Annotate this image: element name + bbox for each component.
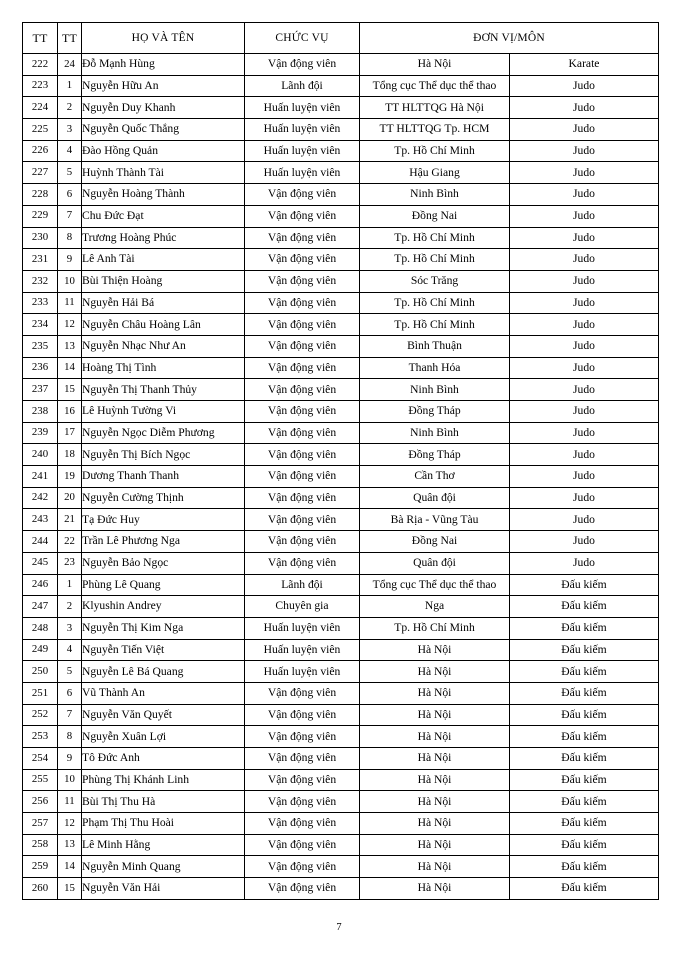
cell-role: Vận động viên (245, 184, 360, 206)
cell-name: Nguyễn Châu Hoàng Lân (82, 314, 245, 336)
cell-tt-global: 228 (23, 184, 58, 206)
cell-name: Đào Hồng Quản (82, 140, 245, 162)
column-header-tt-local: TT (58, 23, 82, 54)
table-row (23, 270, 659, 292)
cell-tt-local: 19 (58, 466, 82, 488)
cell-tt-local: 4 (58, 639, 82, 661)
cell-role: Vận động viên (245, 401, 360, 423)
cell-name: Nguyễn Thị Thanh Thủy (82, 379, 245, 401)
cell-name: Nguyễn Nhạc Như An (82, 335, 245, 357)
column-header-unit-sport: ĐƠN VỊ/MÔN (360, 23, 659, 54)
cell-role: Huấn luyện viên (245, 119, 360, 141)
cell-sport: Judo (510, 401, 659, 423)
cell-tt-local: 15 (58, 379, 82, 401)
table-row (23, 422, 659, 444)
cell-tt-global: 235 (23, 335, 58, 357)
cell-tt-global: 260 (23, 878, 58, 900)
cell-role: Vận động viên (245, 813, 360, 835)
cell-unit: Đồng Tháp (360, 401, 510, 423)
cell-tt-global: 255 (23, 769, 58, 791)
cell-sport: Đấu kiếm (510, 661, 659, 683)
table-row (23, 140, 659, 162)
cell-tt-local: 7 (58, 704, 82, 726)
cell-role: Vận động viên (245, 704, 360, 726)
table-row (23, 531, 659, 553)
cell-tt-local: 5 (58, 661, 82, 683)
page-number: 7 (336, 922, 342, 933)
table-row (23, 314, 659, 336)
cell-tt-local: 15 (58, 878, 82, 900)
cell-tt-local: 9 (58, 249, 82, 271)
cell-tt-local: 6 (58, 184, 82, 206)
table-row (23, 54, 659, 76)
table-row (23, 292, 659, 314)
cell-sport: Judo (510, 314, 659, 336)
cell-tt-global: 247 (23, 596, 58, 618)
cell-role: Huấn luyện viên (245, 97, 360, 119)
cell-unit: Ninh Bình (360, 184, 510, 206)
cell-tt-global: 224 (23, 97, 58, 119)
cell-tt-global: 246 (23, 574, 58, 596)
cell-role: Vận động viên (245, 791, 360, 813)
cell-name: Chu Đức Đạt (82, 205, 245, 227)
cell-role: Vận động viên (245, 769, 360, 791)
cell-tt-global: 243 (23, 509, 58, 531)
cell-unit: Hà Nội (360, 856, 510, 878)
table-row (23, 357, 659, 379)
cell-tt-local: 2 (58, 97, 82, 119)
cell-role: Vận động viên (245, 552, 360, 574)
cell-tt-local: 14 (58, 357, 82, 379)
cell-unit: Hà Nội (360, 682, 510, 704)
cell-role: Huấn luyện viên (245, 661, 360, 683)
cell-role: Vận động viên (245, 748, 360, 770)
cell-unit: TT HLTTQG Hà Nội (360, 97, 510, 119)
cell-unit: Đồng Nai (360, 531, 510, 553)
cell-unit: Nga (360, 596, 510, 618)
cell-name: Hoàng Thị Tình (82, 357, 245, 379)
cell-role: Vận động viên (245, 466, 360, 488)
cell-role: Vận động viên (245, 249, 360, 271)
cell-tt-global: 229 (23, 205, 58, 227)
table-row (23, 682, 659, 704)
cell-sport: Judo (510, 97, 659, 119)
cell-name: Nguyễn Tiến Việt (82, 639, 245, 661)
cell-name: Nguyễn Bảo Ngọc (82, 552, 245, 574)
cell-unit: Hà Nội (360, 834, 510, 856)
cell-sport: Judo (510, 292, 659, 314)
cell-sport: Judo (510, 249, 659, 271)
table-row (23, 596, 659, 618)
cell-tt-local: 12 (58, 314, 82, 336)
cell-unit: Tp. Hồ Chí Minh (360, 617, 510, 639)
cell-tt-local: 10 (58, 769, 82, 791)
cell-role: Vận động viên (245, 422, 360, 444)
cell-sport: Đấu kiếm (510, 574, 659, 596)
cell-unit: Hậu Giang (360, 162, 510, 184)
cell-name: Nguyễn Cường Thịnh (82, 487, 245, 509)
cell-tt-local: 21 (58, 509, 82, 531)
cell-unit: TT HLTTQG Tp. HCM (360, 119, 510, 141)
cell-sport: Judo (510, 75, 659, 97)
table-row (23, 552, 659, 574)
cell-unit: Bình Thuận (360, 335, 510, 357)
cell-unit: Bà Rịa - Vũng Tàu (360, 509, 510, 531)
cell-role: Vận động viên (245, 227, 360, 249)
cell-tt-global: 244 (23, 531, 58, 553)
cell-tt-local: 24 (58, 54, 82, 76)
cell-sport: Đấu kiếm (510, 878, 659, 900)
cell-name: Lê Anh Tài (82, 249, 245, 271)
cell-name: Huỳnh Thành Tài (82, 162, 245, 184)
cell-role: Chuyên gia (245, 596, 360, 618)
cell-tt-global: 251 (23, 682, 58, 704)
cell-tt-global: 245 (23, 552, 58, 574)
cell-sport: Judo (510, 444, 659, 466)
table-row (23, 748, 659, 770)
cell-name: Nguyễn Hải Bá (82, 292, 245, 314)
cell-tt-local: 23 (58, 552, 82, 574)
cell-unit: Hà Nội (360, 704, 510, 726)
cell-sport: Judo (510, 335, 659, 357)
header-row (23, 23, 659, 54)
cell-name: Nguyễn Quốc Thắng (82, 119, 245, 141)
cell-name: Tạ Đức Huy (82, 509, 245, 531)
cell-tt-global: 240 (23, 444, 58, 466)
cell-role: Huấn luyện viên (245, 162, 360, 184)
cell-tt-global: 257 (23, 813, 58, 835)
table-row (23, 97, 659, 119)
cell-role: Vận động viên (245, 856, 360, 878)
cell-role: Huấn luyện viên (245, 639, 360, 661)
cell-role: Huấn luyện viên (245, 617, 360, 639)
cell-tt-local: 14 (58, 856, 82, 878)
cell-tt-global: 239 (23, 422, 58, 444)
cell-unit: Đồng Nai (360, 205, 510, 227)
cell-name: Nguyễn Duy Khanh (82, 97, 245, 119)
cell-tt-global: 223 (23, 75, 58, 97)
cell-unit: Quân đội (360, 552, 510, 574)
cell-role: Vận động viên (245, 878, 360, 900)
cell-sport: Judo (510, 205, 659, 227)
table-row (23, 379, 659, 401)
cell-tt-local: 12 (58, 813, 82, 835)
cell-name: Bùi Thị Thu Hà (82, 791, 245, 813)
cell-unit: Tp. Hồ Chí Minh (360, 227, 510, 249)
cell-unit: Tp. Hồ Chí Minh (360, 249, 510, 271)
cell-unit: Tp. Hồ Chí Minh (360, 292, 510, 314)
table-row (23, 509, 659, 531)
cell-tt-global: 252 (23, 704, 58, 726)
cell-role: Lãnh đội (245, 75, 360, 97)
cell-role: Vận động viên (245, 726, 360, 748)
cell-name: Nguyễn Lê Bá Quang (82, 661, 245, 683)
cell-sport: Judo (510, 552, 659, 574)
cell-tt-local: 11 (58, 292, 82, 314)
table-row (23, 487, 659, 509)
cell-sport: Đấu kiếm (510, 682, 659, 704)
table-row (23, 75, 659, 97)
table-row (23, 119, 659, 141)
cell-sport: Judo (510, 466, 659, 488)
cell-unit: Tp. Hồ Chí Minh (360, 314, 510, 336)
cell-tt-global: 241 (23, 466, 58, 488)
table-row (23, 227, 659, 249)
table-header (23, 23, 659, 54)
cell-sport: Judo (510, 531, 659, 553)
cell-tt-global: 226 (23, 140, 58, 162)
cell-tt-local: 1 (58, 75, 82, 97)
cell-tt-local: 8 (58, 726, 82, 748)
cell-tt-global: 254 (23, 748, 58, 770)
cell-sport: Đấu kiếm (510, 617, 659, 639)
cell-tt-global: 236 (23, 357, 58, 379)
cell-sport: Judo (510, 270, 659, 292)
table-row (23, 444, 659, 466)
table-row (23, 791, 659, 813)
cell-sport: Đấu kiếm (510, 856, 659, 878)
cell-name: Phùng Lê Quang (82, 574, 245, 596)
cell-role: Vận động viên (245, 205, 360, 227)
cell-name: Nguyễn Thị Bích Ngọc (82, 444, 245, 466)
cell-name: Nguyễn Xuân Lợi (82, 726, 245, 748)
cell-tt-local: 13 (58, 335, 82, 357)
cell-role: Vận động viên (245, 379, 360, 401)
cell-sport: Đấu kiếm (510, 596, 659, 618)
table-row (23, 205, 659, 227)
table-row (23, 704, 659, 726)
cell-tt-global: 234 (23, 314, 58, 336)
cell-sport: Judo (510, 422, 659, 444)
table-row (23, 466, 659, 488)
cell-sport: Đấu kiếm (510, 834, 659, 856)
roster-table (22, 22, 659, 900)
cell-role: Vận động viên (245, 54, 360, 76)
cell-role: Vận động viên (245, 292, 360, 314)
cell-role: Vận động viên (245, 335, 360, 357)
cell-name: Nguyễn Văn Hải (82, 878, 245, 900)
cell-unit: Hà Nội (360, 769, 510, 791)
cell-name: Nguyễn Hoàng Thành (82, 184, 245, 206)
cell-sport: Judo (510, 379, 659, 401)
table-row (23, 639, 659, 661)
cell-unit: Tổng cục Thể dục thể thao (360, 574, 510, 596)
cell-sport: Đấu kiếm (510, 639, 659, 661)
cell-tt-global: 232 (23, 270, 58, 292)
cell-unit: Hà Nội (360, 748, 510, 770)
cell-sport: Đấu kiếm (510, 791, 659, 813)
table-row (23, 184, 659, 206)
cell-unit: Tổng cục Thể dục thể thao (360, 75, 510, 97)
cell-unit: Sóc Trăng (360, 270, 510, 292)
cell-tt-local: 9 (58, 748, 82, 770)
table-row (23, 401, 659, 423)
cell-tt-global: 253 (23, 726, 58, 748)
cell-name: Nguyễn Hữu An (82, 75, 245, 97)
cell-name: Nguyễn Ngọc Diễm Phương (82, 422, 245, 444)
cell-tt-global: 249 (23, 639, 58, 661)
table-row (23, 249, 659, 271)
table-body (23, 54, 659, 900)
cell-role: Vận động viên (245, 270, 360, 292)
cell-role: Huấn luyện viên (245, 140, 360, 162)
cell-sport: Đấu kiếm (510, 726, 659, 748)
cell-unit: Hà Nội (360, 878, 510, 900)
cell-name: Nguyễn Văn Quyết (82, 704, 245, 726)
cell-sport: Judo (510, 487, 659, 509)
cell-role: Vận động viên (245, 314, 360, 336)
cell-unit: Ninh Bình (360, 422, 510, 444)
cell-role: Vận động viên (245, 444, 360, 466)
table-row (23, 813, 659, 835)
cell-tt-local: 3 (58, 119, 82, 141)
cell-sport: Judo (510, 119, 659, 141)
cell-name: Tô Đức Anh (82, 748, 245, 770)
cell-tt-local: 7 (58, 205, 82, 227)
cell-tt-global: 227 (23, 162, 58, 184)
cell-name: Đỗ Mạnh Hùng (82, 54, 245, 76)
cell-tt-local: 6 (58, 682, 82, 704)
cell-tt-global: 231 (23, 249, 58, 271)
cell-unit: Cần Thơ (360, 466, 510, 488)
cell-sport: Judo (510, 162, 659, 184)
cell-unit: Ninh Bình (360, 379, 510, 401)
cell-name: Dương Thanh Thanh (82, 466, 245, 488)
cell-unit: Hà Nội (360, 639, 510, 661)
cell-sport: Đấu kiếm (510, 769, 659, 791)
cell-unit: Hà Nội (360, 54, 510, 76)
cell-tt-local: 16 (58, 401, 82, 423)
cell-unit: Thanh Hóa (360, 357, 510, 379)
cell-unit: Đồng Tháp (360, 444, 510, 466)
cell-name: Phạm Thị Thu Hoài (82, 813, 245, 835)
cell-tt-local: 4 (58, 140, 82, 162)
cell-tt-local: 10 (58, 270, 82, 292)
cell-role: Vận động viên (245, 487, 360, 509)
cell-tt-local: 18 (58, 444, 82, 466)
table-row (23, 878, 659, 900)
cell-tt-global: 250 (23, 661, 58, 683)
cell-role: Lãnh đội (245, 574, 360, 596)
cell-name: Lê Huỳnh Tường Vi (82, 401, 245, 423)
cell-role: Vận động viên (245, 682, 360, 704)
cell-tt-global: 256 (23, 791, 58, 813)
cell-role: Vận động viên (245, 357, 360, 379)
cell-sport: Judo (510, 184, 659, 206)
table-row (23, 834, 659, 856)
cell-sport: Đấu kiếm (510, 704, 659, 726)
cell-unit: Hà Nội (360, 813, 510, 835)
cell-sport: Judo (510, 227, 659, 249)
cell-unit: Hà Nội (360, 791, 510, 813)
column-header-role: CHỨC VỤ (245, 23, 360, 54)
cell-name: Klyushin Andrey (82, 596, 245, 618)
cell-name: Vũ Thành An (82, 682, 245, 704)
cell-tt-global: 230 (23, 227, 58, 249)
table-row (23, 617, 659, 639)
cell-tt-global: 248 (23, 617, 58, 639)
cell-unit: Hà Nội (360, 726, 510, 748)
cell-name: Phùng Thị Khánh Linh (82, 769, 245, 791)
cell-tt-local: 8 (58, 227, 82, 249)
cell-name: Trương Hoàng Phúc (82, 227, 245, 249)
cell-role: Vận động viên (245, 509, 360, 531)
cell-name: Nguyễn Thị Kim Nga (82, 617, 245, 639)
cell-tt-local: 22 (58, 531, 82, 553)
cell-sport: Đấu kiếm (510, 813, 659, 835)
cell-sport: Đấu kiếm (510, 748, 659, 770)
cell-unit: Tp. Hồ Chí Minh (360, 140, 510, 162)
cell-tt-local: 11 (58, 791, 82, 813)
cell-tt-global: 233 (23, 292, 58, 314)
table-row (23, 856, 659, 878)
cell-tt-local: 3 (58, 617, 82, 639)
cell-tt-global: 258 (23, 834, 58, 856)
cell-role: Vận động viên (245, 834, 360, 856)
cell-unit: Quân đội (360, 487, 510, 509)
column-header-name: HỌ VÀ TÊN (82, 23, 245, 54)
cell-tt-local: 2 (58, 596, 82, 618)
cell-name: Nguyễn Minh Quang (82, 856, 245, 878)
column-header-tt-global: TT (23, 23, 58, 54)
cell-tt-global: 259 (23, 856, 58, 878)
cell-tt-local: 13 (58, 834, 82, 856)
cell-role: Vận động viên (245, 531, 360, 553)
cell-tt-global: 238 (23, 401, 58, 423)
cell-tt-local: 20 (58, 487, 82, 509)
table-row (23, 574, 659, 596)
table-row (23, 661, 659, 683)
cell-unit: Hà Nội (360, 661, 510, 683)
cell-name: Lê Minh Hằng (82, 834, 245, 856)
cell-name: Trần Lê Phương Nga (82, 531, 245, 553)
cell-sport: Judo (510, 509, 659, 531)
cell-sport: Judo (510, 357, 659, 379)
cell-sport: Karate (510, 54, 659, 76)
cell-sport: Judo (510, 140, 659, 162)
cell-tt-local: 1 (58, 574, 82, 596)
cell-tt-global: 237 (23, 379, 58, 401)
cell-tt-global: 225 (23, 119, 58, 141)
table-row (23, 726, 659, 748)
table-row (23, 162, 659, 184)
cell-tt-global: 242 (23, 487, 58, 509)
cell-name: Bùi Thiện Hoàng (82, 270, 245, 292)
table-row (23, 335, 659, 357)
cell-tt-global: 222 (23, 54, 58, 76)
cell-tt-local: 17 (58, 422, 82, 444)
table-row (23, 769, 659, 791)
cell-tt-local: 5 (58, 162, 82, 184)
